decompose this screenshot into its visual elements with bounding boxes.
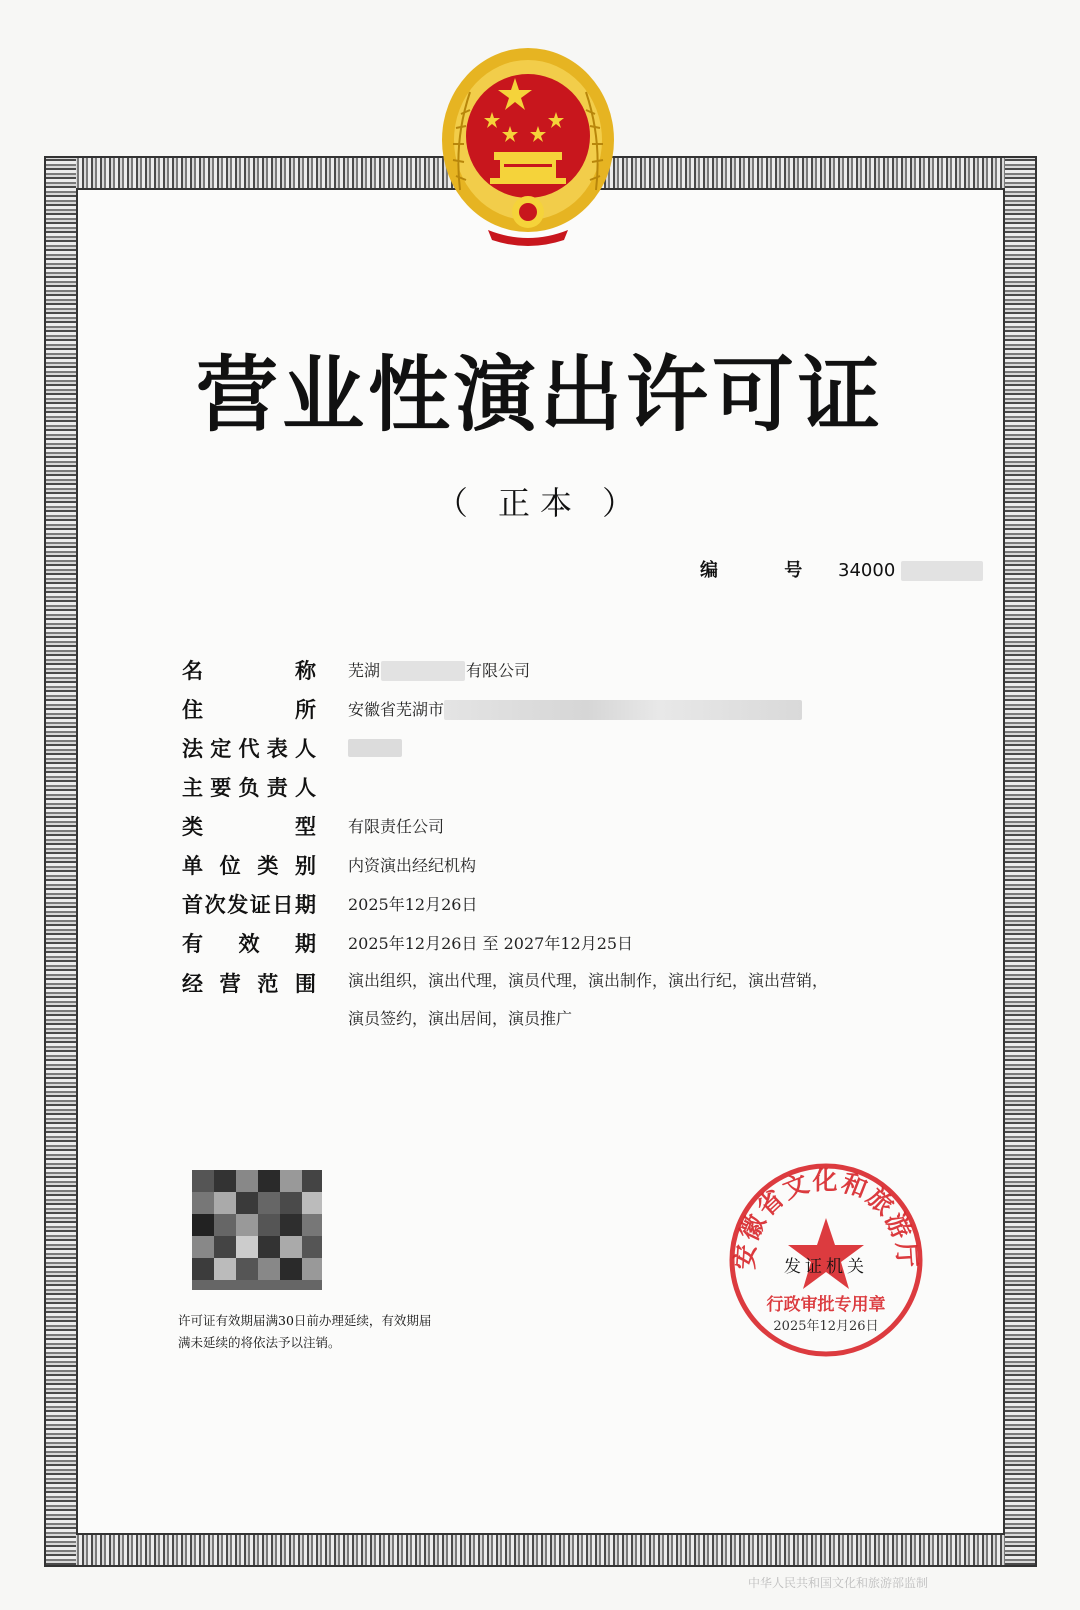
svg-text:安徽省文化和旅游厅: 安徽省文化和旅游厅 xyxy=(730,1166,922,1271)
svg-text:2025年12月26日: 2025年12月26日 xyxy=(773,1319,879,1334)
field-row-type xyxy=(182,806,902,845)
redaction-block xyxy=(381,661,465,681)
national-emblem-icon xyxy=(440,40,616,250)
serial-value: 34000 xyxy=(838,560,896,581)
field-label-legal-rep: 法 定 代 表 人 xyxy=(182,736,316,761)
field-row-legal-rep xyxy=(182,728,902,767)
field-label-principal: 主 要 负 责 人 xyxy=(182,775,316,800)
license-fields xyxy=(182,650,902,1038)
field-label-name: 名 称 xyxy=(182,658,316,683)
field-label-scope: 经 营 范 围 xyxy=(182,972,316,996)
field-row-name xyxy=(182,650,902,689)
field-value-type: 有限责任公司 xyxy=(348,817,445,836)
field-row-address xyxy=(182,689,902,728)
document-title: 营业性演出许可证 xyxy=(195,347,884,443)
field-value-scope: 演出组织，演出代理，演员代理，演出制作，演出行纪，演出营销，演员签约，演出居间，演员推广 xyxy=(348,971,829,1028)
redaction-block xyxy=(901,561,983,581)
official-seal-stamp xyxy=(726,1160,926,1360)
field-label-first-issue: 首 次 发 证 日 期 xyxy=(182,892,316,917)
renewal-note: 许可证有效期届满30日前办理延续，有效期届满未延续的将依法予以注销。 xyxy=(178,1313,432,1350)
redaction-block xyxy=(444,700,802,720)
field-value-legal-rep xyxy=(348,738,402,758)
svg-text:发证机关: 发证机关 xyxy=(784,1257,868,1277)
field-label-validity: 有 效 期 xyxy=(182,931,316,956)
field-label-address: 住 所 xyxy=(182,697,316,722)
serial-number xyxy=(700,556,983,582)
svg-text:行政审批专用章: 行政审批专用章 xyxy=(766,1295,886,1315)
field-row-scope xyxy=(182,962,902,1038)
field-row-validity xyxy=(182,923,902,962)
field-value-address: 安徽省芜湖市 xyxy=(348,697,802,721)
field-label-unit-type: 单 位 类 别 xyxy=(182,853,316,878)
field-row-principal xyxy=(182,767,902,806)
field-value-validity: 2025年12月26日 至 2027年12月25日 xyxy=(348,934,634,953)
redaction-block xyxy=(348,739,402,757)
field-value-name: 芜湖 有限公司 xyxy=(348,660,531,680)
field-value-first-issue: 2025年12月26日 xyxy=(348,895,478,914)
field-value-unit-type: 内资演出经纪机构 xyxy=(348,856,477,875)
footer-issuer-print: 中华人民共和国文化和旅游部监制 xyxy=(748,1576,929,1590)
serial-label: 编 号 xyxy=(700,560,833,581)
document-subtitle: （ 正本 ） xyxy=(435,484,645,522)
field-row-first-issue xyxy=(182,884,902,923)
qr-code-image xyxy=(192,1170,322,1290)
field-row-unit-type xyxy=(182,845,902,884)
field-label-type: 类 型 xyxy=(182,814,316,839)
